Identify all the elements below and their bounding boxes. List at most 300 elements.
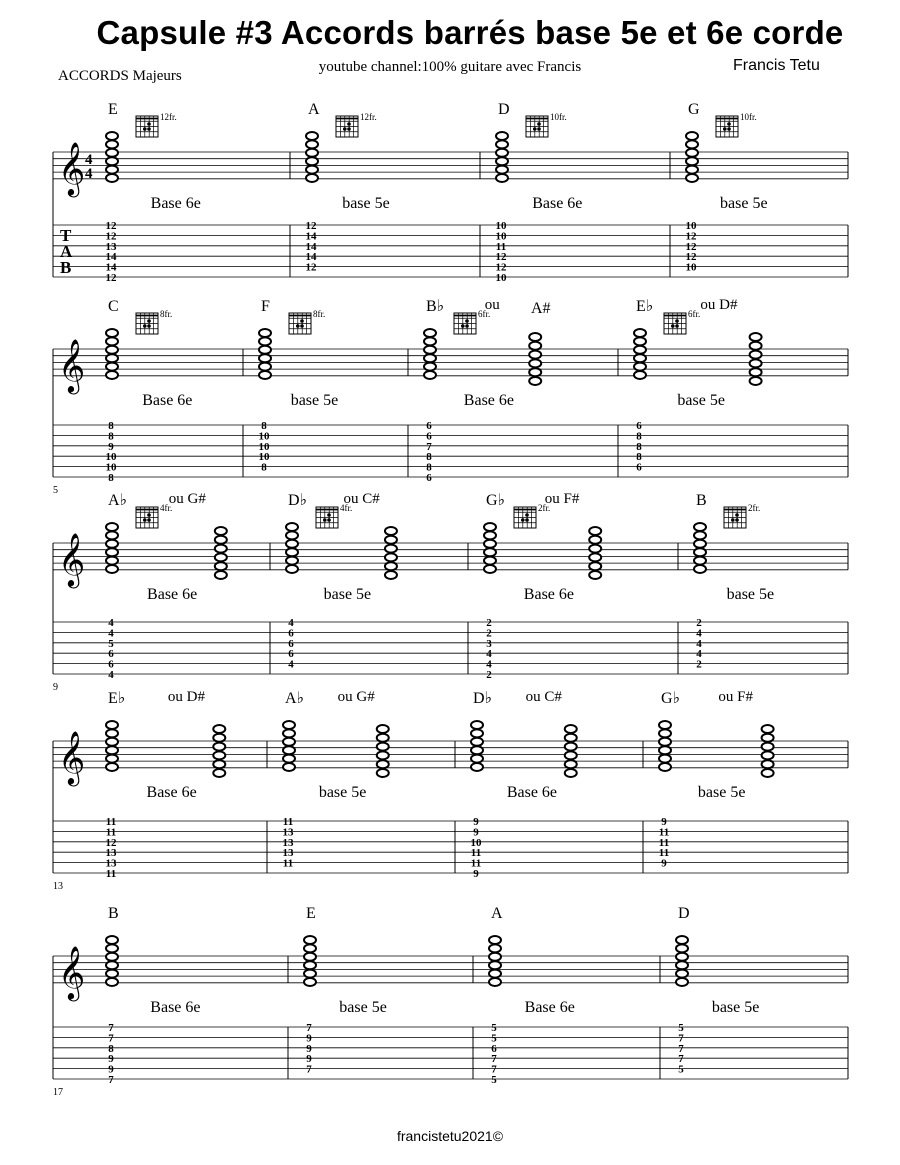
- note-head: [306, 149, 318, 157]
- chord-alternate: ou C#: [343, 491, 380, 507]
- chord-name: A♭: [108, 492, 128, 509]
- note-head: [694, 523, 706, 531]
- note-head: [106, 337, 118, 345]
- base-label: base 5e: [711, 999, 760, 1016]
- fret-label: 2fr.: [538, 503, 551, 513]
- base-label: base 5e: [697, 784, 746, 801]
- tab-fret-number: 11: [470, 857, 482, 870]
- note-head: [259, 354, 271, 362]
- tab-fret-number: 10: [470, 836, 482, 849]
- tab-fret-number: 8: [108, 472, 114, 484]
- note-head: [686, 140, 698, 148]
- note-head: [762, 760, 774, 768]
- note-head: [306, 132, 318, 140]
- tab-fret-number: 6: [288, 637, 294, 650]
- note-head: [496, 166, 508, 174]
- note-head: [385, 571, 397, 579]
- tab-fret-number: 12: [685, 240, 697, 253]
- chord-name: E♭: [108, 690, 126, 707]
- note-head: [529, 359, 541, 367]
- note-head: [106, 346, 118, 354]
- chord-name: G♭: [486, 492, 506, 509]
- note-head: [304, 953, 316, 961]
- time-signature-bottom: 4: [85, 166, 93, 182]
- chord-alternate: ou D#: [700, 297, 738, 313]
- tab-fret-number: 7: [491, 1063, 497, 1076]
- chord-alternate: A#: [531, 300, 551, 317]
- tab-fret-number: 12: [105, 220, 117, 232]
- note-head: [304, 936, 316, 944]
- finger-dot: [147, 513, 151, 517]
- note-head: [694, 531, 706, 539]
- finger-dot: [537, 122, 541, 126]
- chord-alternate: ou C#: [525, 689, 562, 705]
- note-head: [694, 540, 706, 548]
- tab-fret-number: 6: [636, 461, 642, 474]
- note-head: [304, 970, 316, 978]
- tab-fret-number: 6: [426, 472, 432, 484]
- note-head: [377, 725, 389, 733]
- fret-label: 10fr.: [550, 112, 567, 122]
- fret-label: 6fr.: [478, 309, 491, 319]
- finger-dot: [300, 324, 304, 328]
- author-name: Francis Tetu: [733, 57, 820, 74]
- fret-label: 10fr.: [740, 112, 757, 122]
- note-head: [471, 729, 483, 737]
- base-label: base 5e: [323, 586, 372, 603]
- tab-fret-number: 9: [473, 816, 479, 828]
- tab-fret-number: 8: [108, 1042, 114, 1055]
- note-head: [686, 174, 698, 182]
- note-head: [471, 738, 483, 746]
- tab-fret-number: 6: [636, 420, 642, 432]
- tab-fret-number: 4: [486, 648, 492, 661]
- tab-fret-number: 12: [105, 836, 117, 849]
- finger-dot: [143, 518, 147, 522]
- finger-dot: [147, 127, 151, 131]
- finger-dot: [147, 324, 151, 328]
- tab-fret-number: 6: [288, 627, 294, 640]
- tab-fret-number: 12: [685, 251, 697, 264]
- tab-fret-number: 12: [495, 261, 507, 274]
- note-head: [694, 565, 706, 573]
- tab-fret-number: 8: [261, 420, 267, 432]
- note-head: [215, 562, 227, 570]
- note-head: [471, 755, 483, 763]
- note-head: [529, 377, 541, 385]
- note-head: [424, 371, 436, 379]
- tab-fret-number: 14: [305, 251, 317, 264]
- note-head: [496, 132, 508, 140]
- note-head: [634, 337, 646, 345]
- tab-fret-number: 6: [491, 1042, 497, 1055]
- note-head: [676, 970, 688, 978]
- tab-fret-number: 11: [282, 816, 294, 828]
- note-head: [565, 725, 577, 733]
- note-head: [694, 548, 706, 556]
- note-head: [106, 953, 118, 961]
- note-head: [215, 571, 227, 579]
- note-head: [762, 743, 774, 751]
- tab-fret-number: 6: [288, 648, 294, 661]
- tab-fret-number: 4: [288, 617, 294, 629]
- tab-fret-number: 9: [108, 1053, 114, 1066]
- fret-label: 12fr.: [360, 112, 377, 122]
- note-head: [215, 536, 227, 544]
- finger-dot: [525, 518, 529, 522]
- note-head: [565, 760, 577, 768]
- tab-fret-number: 2: [696, 658, 702, 671]
- tab-fret-number: 4: [108, 627, 114, 640]
- note-head: [106, 132, 118, 140]
- note-head: [213, 743, 225, 751]
- tab-fret-number: 7: [108, 1074, 114, 1086]
- tab-fret-number: 9: [661, 857, 667, 870]
- note-head: [106, 557, 118, 565]
- tab-letter: T: [60, 226, 72, 245]
- tab-fret-number: 11: [105, 868, 117, 880]
- tab-fret-number: 4: [486, 658, 492, 671]
- tab-fret-number: 13: [282, 826, 294, 839]
- tab-fret-number: 14: [105, 261, 117, 274]
- note-head: [286, 548, 298, 556]
- measure-number: 9: [53, 682, 58, 693]
- note-head: [215, 545, 227, 553]
- chord-alternate: ou G#: [337, 689, 375, 705]
- finger-dot: [533, 127, 537, 131]
- base-label: base 5e: [677, 392, 725, 409]
- note-head: [424, 337, 436, 345]
- chord-name: A: [308, 101, 320, 118]
- note-head: [306, 174, 318, 182]
- note-head: [659, 729, 671, 737]
- tab-fret-number: 11: [105, 826, 117, 839]
- tab-fret-number: 6: [108, 648, 114, 661]
- note-head: [496, 174, 508, 182]
- note-head: [304, 961, 316, 969]
- note-head: [686, 149, 698, 157]
- note-head: [213, 760, 225, 768]
- tab-fret-number: 5: [678, 1063, 684, 1076]
- tab-fret-number: 13: [105, 240, 117, 253]
- tab-letter: A: [60, 242, 73, 261]
- fret-label: 2fr.: [748, 503, 761, 513]
- note-head: [106, 540, 118, 548]
- note-head: [106, 978, 118, 986]
- base-label: Base 6e: [523, 586, 575, 603]
- note-head: [529, 368, 541, 376]
- finger-dot: [461, 324, 465, 328]
- note-head: [106, 721, 118, 729]
- tab-fret-number: 9: [108, 1063, 114, 1076]
- finger-dot: [143, 127, 147, 131]
- note-head: [471, 721, 483, 729]
- note-head: [496, 157, 508, 165]
- note-head: [283, 721, 295, 729]
- note-head: [286, 523, 298, 531]
- tab-fret-number: 13: [105, 847, 117, 860]
- tab-fret-number: 9: [306, 1053, 312, 1066]
- footer-copyright: francistetu2021©: [396, 1128, 504, 1144]
- tab-fret-number: 4: [696, 627, 702, 640]
- note-head: [634, 354, 646, 362]
- section-label: ACCORDS Majeurs: [58, 68, 182, 84]
- note-head: [215, 553, 227, 561]
- note-head: [750, 377, 762, 385]
- tab-fret-number: 7: [491, 1053, 497, 1066]
- note-head: [283, 738, 295, 746]
- note-head: [484, 557, 496, 565]
- note-head: [213, 725, 225, 733]
- tab-fret-number: 10: [105, 461, 117, 474]
- note-head: [659, 721, 671, 729]
- fret-label: 4fr.: [160, 503, 173, 513]
- fret-label: 12fr.: [160, 112, 177, 122]
- tab-fret-number: 11: [658, 836, 670, 849]
- note-head: [106, 936, 118, 944]
- base-label: Base 6e: [150, 195, 201, 212]
- tab-fret-number: 12: [495, 251, 507, 264]
- tab-fret-number: 8: [636, 430, 642, 443]
- note-head: [306, 140, 318, 148]
- note-head: [750, 368, 762, 376]
- tab-fret-number: 5: [108, 637, 114, 650]
- note-head: [106, 755, 118, 763]
- finger-dot: [735, 518, 739, 522]
- note-head: [686, 157, 698, 165]
- finger-dot: [147, 122, 151, 126]
- tab-fret-number: 13: [282, 847, 294, 860]
- tab-fret-number: 2: [486, 669, 492, 681]
- chord-name: E♭: [636, 298, 654, 315]
- note-head: [634, 346, 646, 354]
- tab-fret-number: 11: [470, 847, 482, 860]
- tab-fret-number: 4: [696, 648, 702, 661]
- treble-clef: 𝄞: [58, 534, 86, 585]
- note-head: [259, 329, 271, 337]
- tab-fret-number: 8: [636, 440, 642, 453]
- note-head: [634, 363, 646, 371]
- tab-fret-number: 7: [306, 1063, 312, 1076]
- note-head: [589, 536, 601, 544]
- base-label: Base 6e: [532, 195, 583, 212]
- note-head: [424, 329, 436, 337]
- note-head: [283, 729, 295, 737]
- note-head: [489, 936, 501, 944]
- tab-fret-number: 10: [495, 220, 507, 232]
- base-label: Base 6e: [147, 586, 198, 603]
- note-head: [676, 953, 688, 961]
- treble-clef: 𝄞: [58, 143, 86, 194]
- tab-fret-number: 9: [306, 1032, 312, 1045]
- tab-fret-number: 5: [491, 1022, 497, 1034]
- note-head: [589, 527, 601, 535]
- tab-fret-number: 12: [105, 230, 117, 243]
- tab-fret-number: 12: [685, 230, 697, 243]
- tab-fret-number: 7: [108, 1032, 114, 1045]
- note-head: [762, 725, 774, 733]
- tab-fret-number: 8: [426, 461, 432, 474]
- base-label: base 5e: [720, 195, 768, 212]
- note-head: [106, 970, 118, 978]
- tab-fret-number: 8: [426, 451, 432, 464]
- note-head: [750, 333, 762, 341]
- note-head: [385, 562, 397, 570]
- note-head: [686, 166, 698, 174]
- tab-fret-number: 7: [678, 1042, 684, 1055]
- chord-name: A♭: [285, 690, 305, 707]
- chord-name: E: [108, 101, 118, 118]
- finger-dot: [675, 319, 679, 323]
- note-head: [385, 527, 397, 535]
- tab-fret-number: 7: [306, 1022, 312, 1034]
- note-head: [106, 329, 118, 337]
- note-head: [484, 548, 496, 556]
- note-head: [385, 545, 397, 553]
- finger-dot: [296, 324, 300, 328]
- note-head: [589, 571, 601, 579]
- tab-fret-number: 5: [491, 1074, 497, 1086]
- note-head: [471, 746, 483, 754]
- note-head: [259, 337, 271, 345]
- treble-clef: 𝄞: [58, 732, 86, 783]
- tab-fret-number: 11: [658, 826, 670, 839]
- note-head: [306, 157, 318, 165]
- note-head: [106, 763, 118, 771]
- note-head: [286, 531, 298, 539]
- tab-fret-number: 9: [473, 868, 479, 880]
- finger-dot: [465, 319, 469, 323]
- tab-fret-number: 10: [258, 451, 270, 464]
- note-head: [634, 371, 646, 379]
- note-head: [634, 329, 646, 337]
- note-head: [565, 751, 577, 759]
- tab-fret-number: 8: [636, 451, 642, 464]
- note-head: [259, 363, 271, 371]
- chord-name: C: [108, 298, 119, 315]
- note-head: [589, 562, 601, 570]
- tab-fret-number: 10: [105, 451, 117, 464]
- chord-name: B♭: [426, 298, 445, 315]
- note-head: [283, 763, 295, 771]
- note-head: [529, 333, 541, 341]
- note-head: [213, 751, 225, 759]
- chord-name: B: [108, 905, 119, 922]
- finger-dot: [671, 324, 675, 328]
- tab-fret-number: 8: [261, 461, 267, 474]
- note-head: [106, 149, 118, 157]
- chord-name: B: [696, 492, 707, 509]
- tab-fret-number: 10: [495, 230, 507, 243]
- tab-fret-number: 10: [685, 261, 697, 274]
- note-head: [377, 769, 389, 777]
- note-head: [286, 565, 298, 573]
- tab-fret-number: 12: [305, 261, 317, 274]
- chord-name: D♭: [288, 492, 308, 509]
- finger-dot: [347, 122, 351, 126]
- note-head: [565, 743, 577, 751]
- note-head: [106, 746, 118, 754]
- base-label: base 5e: [339, 999, 387, 1016]
- chord-name: D: [678, 905, 690, 922]
- treble-clef: 𝄞: [58, 340, 86, 391]
- note-head: [213, 734, 225, 742]
- note-head: [589, 553, 601, 561]
- note-head: [489, 944, 501, 952]
- note-head: [659, 738, 671, 746]
- note-head: [484, 540, 496, 548]
- note-head: [750, 342, 762, 350]
- note-head: [106, 371, 118, 379]
- note-head: [106, 738, 118, 746]
- note-head: [676, 978, 688, 986]
- tab-fret-number: 9: [108, 440, 114, 453]
- finger-dot: [347, 127, 351, 131]
- note-head: [589, 545, 601, 553]
- tab-fret-number: 9: [306, 1042, 312, 1055]
- finger-dot: [327, 513, 331, 517]
- note-head: [106, 961, 118, 969]
- chord-name: A: [491, 905, 503, 922]
- base-label: Base 6e: [142, 392, 193, 409]
- note-head: [676, 961, 688, 969]
- note-head: [385, 536, 397, 544]
- measure-number: 17: [53, 1087, 63, 1098]
- fret-label: 6fr.: [688, 309, 701, 319]
- note-head: [762, 734, 774, 742]
- tab-fret-number: 11: [282, 857, 294, 870]
- note-head: [484, 565, 496, 573]
- note-head: [377, 760, 389, 768]
- tab-fret-number: 5: [491, 1032, 497, 1045]
- finger-dot: [147, 319, 151, 323]
- tab-fret-number: 13: [105, 857, 117, 870]
- tab-letter: B: [60, 258, 72, 277]
- note-head: [529, 342, 541, 350]
- note-head: [385, 553, 397, 561]
- note-head: [377, 734, 389, 742]
- tab-fret-number: 13: [282, 836, 294, 849]
- tab-fret-number: 6: [426, 430, 432, 443]
- base-label: base 5e: [290, 392, 339, 409]
- note-head: [565, 769, 577, 777]
- note-head: [659, 746, 671, 754]
- finger-dot: [300, 319, 304, 323]
- chord-name: F: [261, 298, 270, 315]
- tab-fret-number: 2: [696, 617, 702, 629]
- tab-fret-number: 2: [486, 617, 492, 629]
- tab-fret-number: 12: [305, 220, 317, 232]
- note-head: [489, 961, 501, 969]
- note-head: [213, 769, 225, 777]
- tab-fret-number: 10: [685, 220, 697, 232]
- note-head: [750, 359, 762, 367]
- tab-fret-number: 7: [678, 1053, 684, 1066]
- tab-fret-number: 6: [426, 420, 432, 432]
- fret-label: 8fr.: [160, 309, 173, 319]
- base-label: base 5e: [342, 195, 390, 212]
- note-head: [489, 953, 501, 961]
- note-head: [106, 729, 118, 737]
- note-head: [762, 751, 774, 759]
- tab-fret-number: 12: [105, 272, 117, 284]
- note-head: [489, 970, 501, 978]
- tab-fret-number: 4: [108, 669, 114, 681]
- note-head: [106, 531, 118, 539]
- time-signature-top: 4: [85, 152, 93, 168]
- chord-alternate: ou: [484, 297, 500, 313]
- tab-fret-number: 7: [108, 1022, 114, 1034]
